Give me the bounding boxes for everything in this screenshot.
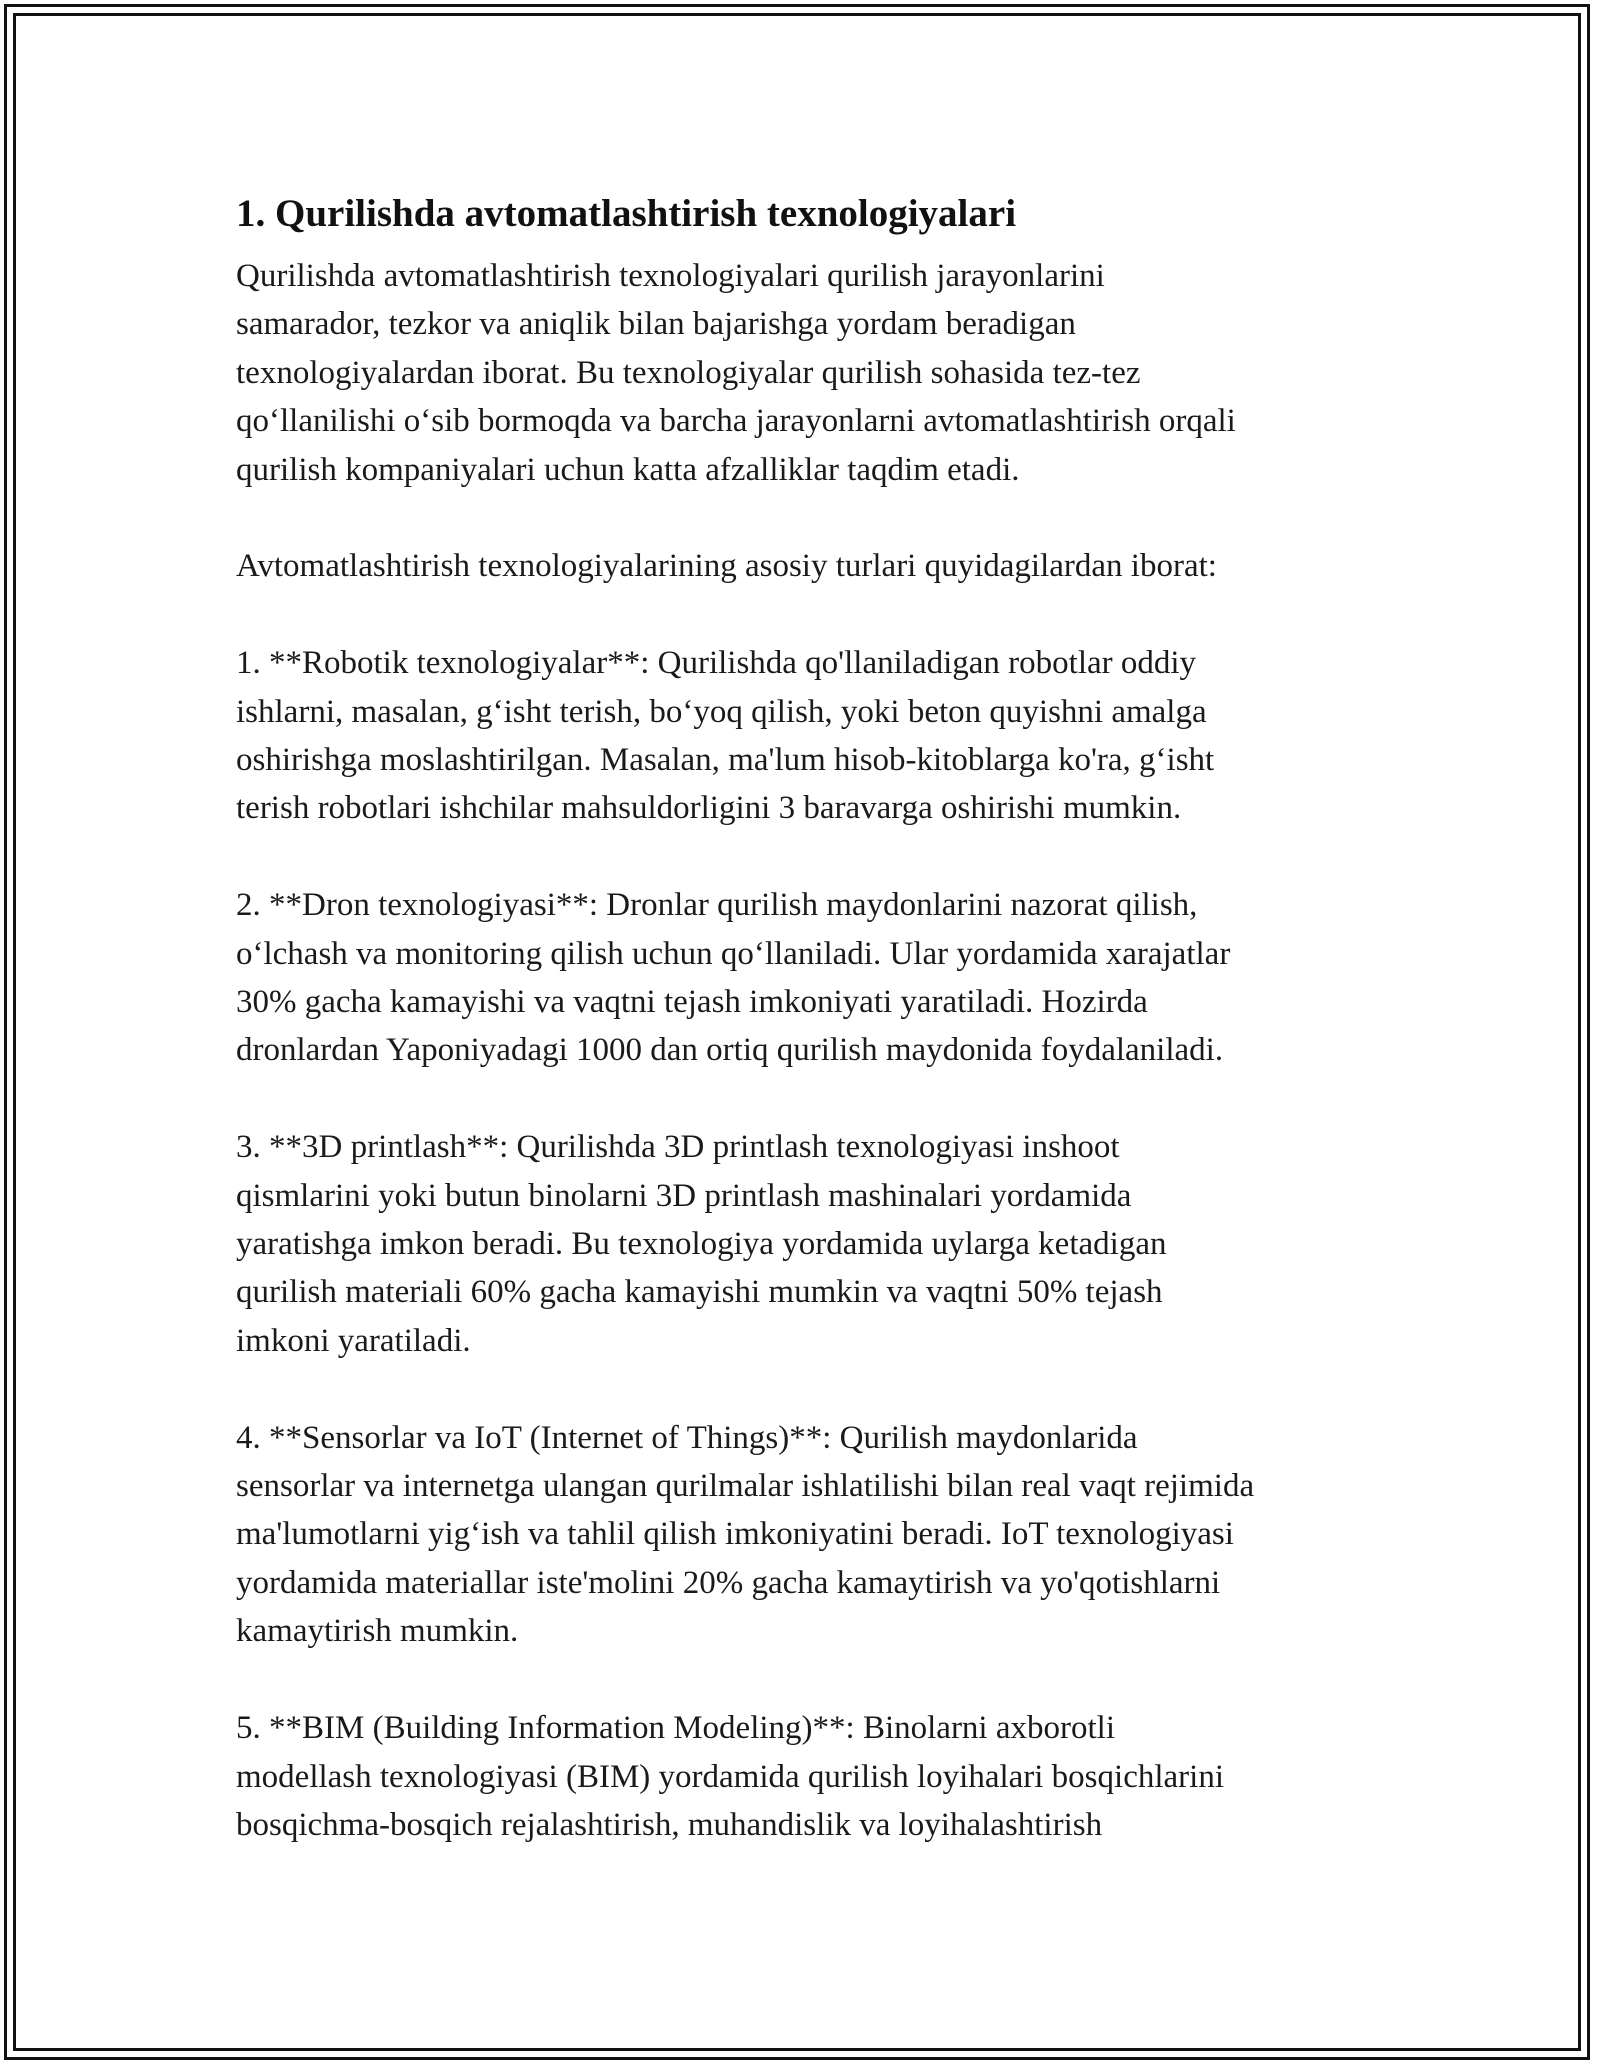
document-page: [236, 188, 1386, 1898]
list-item-drones: 2. **Dron texnologiyasi**: Dronlar qurilish maydonlarini nazorat qilish, o‘lchash va monitoring qilish uchun qo‘llaniladi. Ular yordamida xarajatlar 30% gacha kamayishi va vaqtni tejash imkoniyati yaratiladi. Hozirda dronlardan Yaponiyadagi 1000 dan ortiq qurilish maydonida foydalaniladi.: [236, 887, 1231, 1069]
document-title: 1. Qurilishda avtomatlashtirish texnologiyalari: [236, 192, 1017, 235]
list-item-bim: 5. **BIM (Building Information Modeling)**: Binolarni axborotli modellash texnologiyasi (BIM) yordamida qurilish loyihalari bosqichlarini bosqichma-bosqich rejalashtirish, muhandislik va loyihalashtirish: [236, 1710, 1224, 1843]
intro-paragraph: Qurilishda avtomatlashtirish texnologiyalari qurilish jarayonlarini samarador, tezkor va aniqlik bilan bajarishga yordam beradigan texnologiyalardan iborat. Bu texnologiyalar qurilish sohasida tez-tez qo‘llanilishi o‘sib bormoqda va barcha jarayonlarni avtomatlashtirish orqali qurilish kompaniyalari uchun katta afzalliklar taqdim etadi.: [236, 258, 1236, 488]
list-item-3d-printing: 3. **3D printlash**: Qurilishda 3D printlash texnologiyasi inshoot qismlarini yoki butun binolarni 3D printlash mashinalari yordamida yaratishga imkon beradi. Bu texnologiya yordamida uylarga ketadigan qurilish materiali 60% gacha kamayishi mumkin va vaqtni 50% tejash imkoni yaratiladi.: [236, 1129, 1167, 1359]
types-intro-paragraph: Avtomatlashtirish texnologiyalarining asosiy turlari quyidagilardan iborat:: [236, 548, 1217, 585]
list-item-robotics: 1. **Robotik texnologiyalar**: Qurilishda qo'llaniladigan robotlar oddiy ishlarni, masalan, g‘isht terish, bo‘yoq qilish, yoki beton quyishni amalga oshirishga moslashtirilgan. Masalan, ma'lum hisob-kitoblarga ko'ra, g‘isht terish robotlari ishchilar mahsuldorligini 3 baravarga oshirishi mumkin.: [236, 645, 1215, 827]
list-item-sensors-iot: 4. **Sensorlar va IoT (Internet of Things)**: Qurilish maydonlarida sensorlar va internetga ulangan qurilmalar ishlatilishi bilan real vaqt rejimida ma'lumotlarni yig‘ish va tahlil qilish imkoniyatini beradi. IoT texnologiyasi yordamida materiallar iste'molini 20% gacha kamaytirish va yo'qotishlarni kamaytirish mumkin.: [236, 1419, 1255, 1650]
